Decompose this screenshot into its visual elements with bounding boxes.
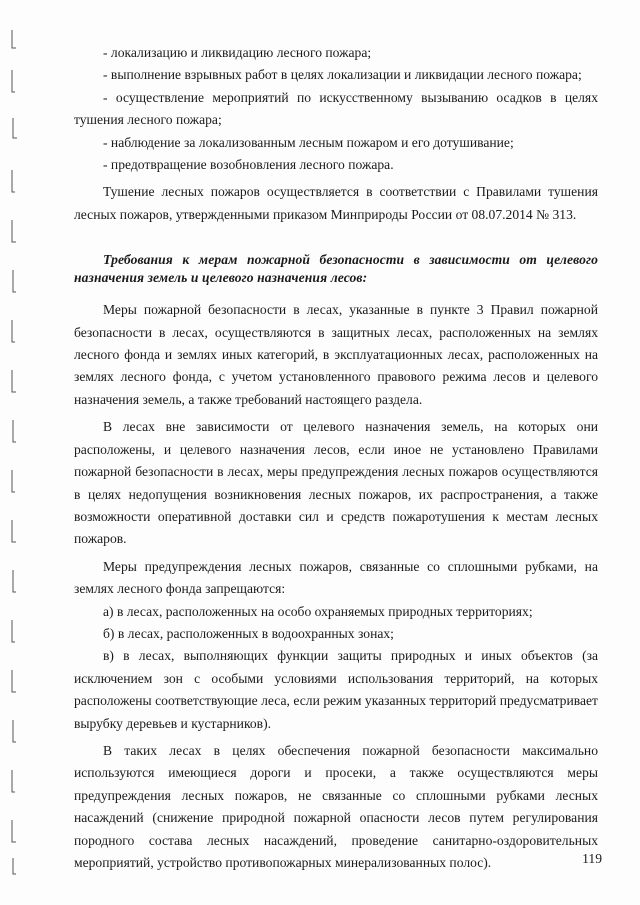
bullet-item: - предотвращение возобновления лесного пожара. bbox=[103, 157, 394, 173]
binding-marks-graphic bbox=[0, 0, 30, 905]
final-paragraph: В таких лесах в целях обеспечения пожарной безопасности максимально используются имеющиеся дороги и просеки, а также осуществляются меры предупреждения лесных пожаров, не связанные со сплошными рубками лесных насаждений (снижение природной пожарной опасности лесов путем регулирования породного состава лесных насаждений, проведение санитарно-оздоровительных мероприятий, устройство противопожарных минерализованных полос). bbox=[74, 742, 598, 870]
list-item: в) в лесах, выполняющих функции защиты природных и иных объектов (за исключением зон с особыми условиями использования территорий, на которых расположены соответствующие леса, если режим указанных территорий предусматривает вырубку деревьев и кустарников). bbox=[74, 648, 598, 731]
body-paragraph: Меры пожарной безопасности в лесах, указанные в пункте 3 Правил пожарной безопасности в лесах, осуществляются в защитных лесах, расположенных на землях лесного фонда и землях иных категорий, в эксплуатационных лесах, расположенных на землях лесного фонда, с учетом установленного правового режима лесов и целевого назначения земель, а также требований настоящего раздела. bbox=[74, 302, 598, 407]
body-paragraph: Меры предупреждения лесных пожаров, связанные со сплошными рубками, на землях лесного фонда запрещаются: bbox=[74, 558, 598, 597]
bullet-item: - локализацию и ликвидацию лесного пожара; bbox=[103, 45, 372, 60]
list-item: б) в лесах, расположенных в водоохранных зонах; bbox=[103, 625, 394, 641]
document-body bbox=[74, 42, 598, 874]
binding-margin-marks bbox=[0, 0, 30, 905]
rules-paragraph: Тушение лесных пожаров осуществляется в соответствии с Правилами тушения лесных пожаров, утвержденными приказом Минприроды России от 08.07.2014 № 313. bbox=[74, 184, 598, 222]
bullet-item: - осуществление мероприятий по искусственному вызыванию осадков в целях тушения лесного пожара; bbox=[74, 89, 598, 128]
list-item: а) в лесах, расположенных на особо охраняемых природных территориях; bbox=[103, 603, 533, 619]
body-paragraph: В лесах вне зависимости от целевого назначения земель, на которых они расположены, и целевого назначения лесов, если иное не установлено Правилами пожарной безопасности в лесах, меры предупреждения лесных пожаров осуществляются в целях недопущения возникновения лесных пожаров, их распространения, а также возможности оперативной доставки сил и средств пожаротушения к местам лесных пожаров. bbox=[74, 419, 598, 547]
section-heading: Требования к мерам пожарной безопасности в зависимости от целевого назначения земель и целевого назначения лесов: bbox=[74, 252, 598, 286]
bullet-item: - наблюдение за локализованным лесным пожаром и его дотушивание; bbox=[103, 134, 514, 150]
bullet-item: - выполнение взрывных работ в целях локализации и ликвидации лесного пожара; bbox=[103, 67, 582, 83]
page-number: 119 bbox=[582, 851, 602, 866]
